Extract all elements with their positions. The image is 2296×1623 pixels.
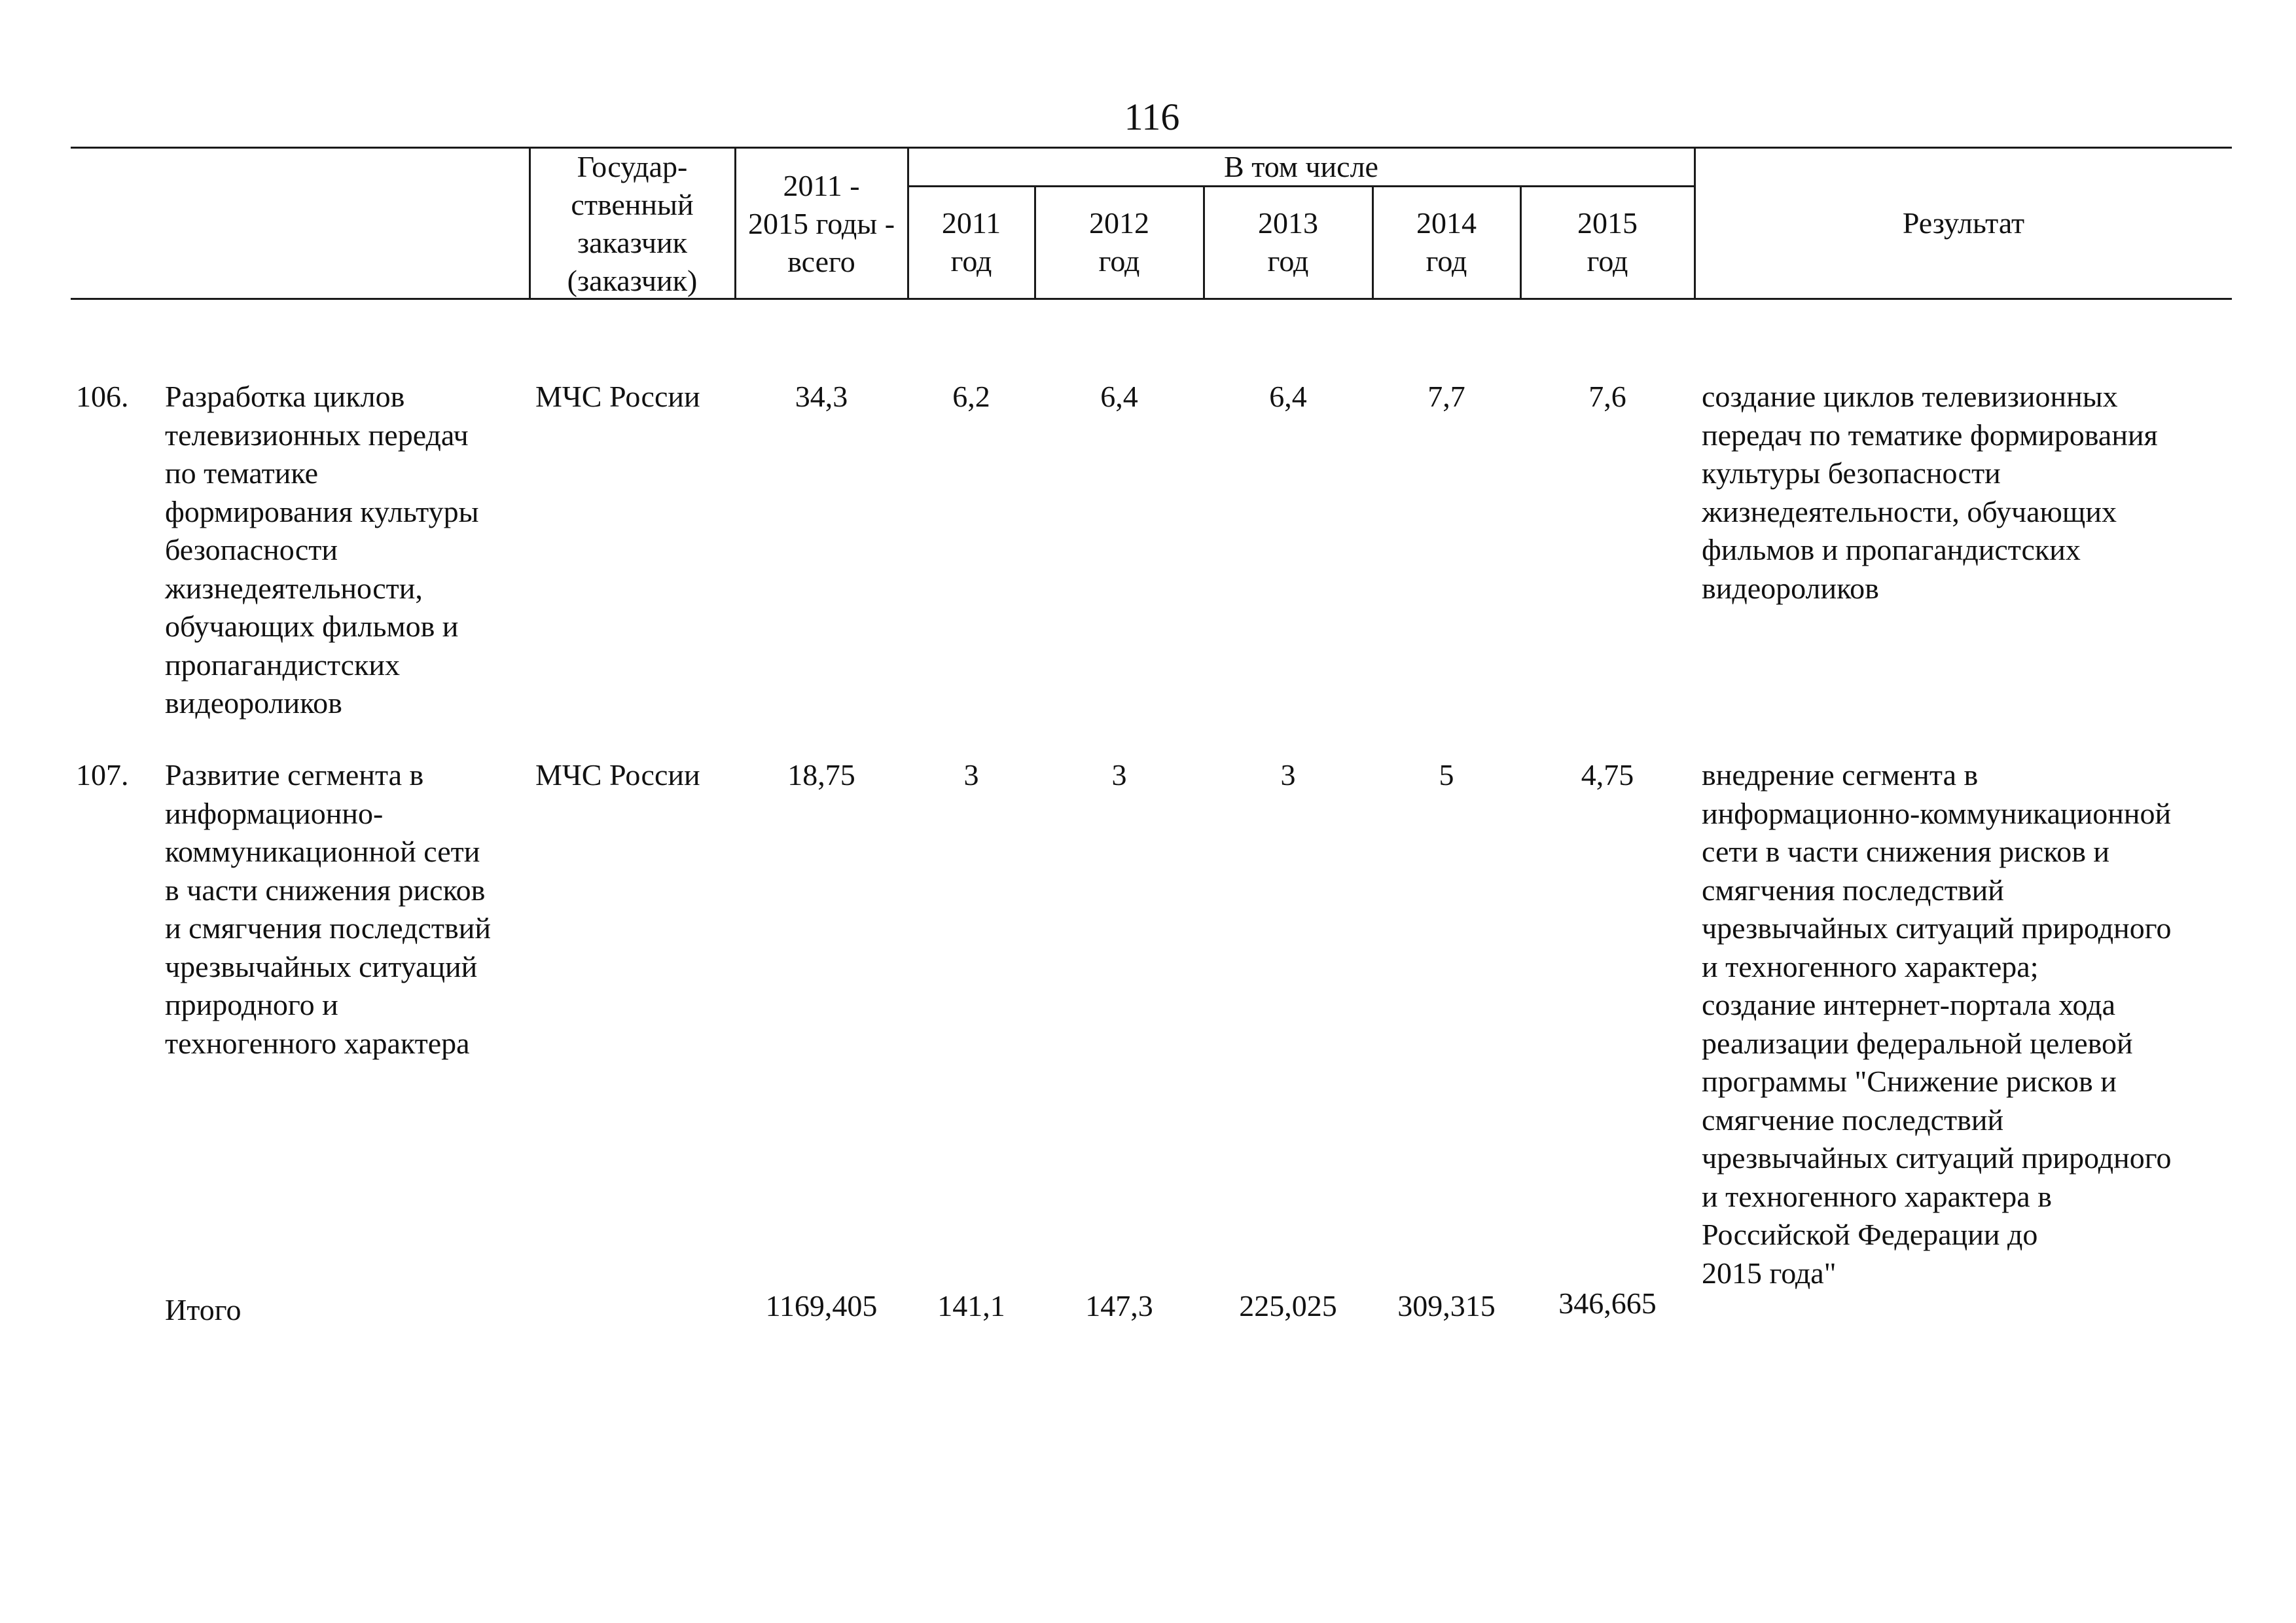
row-107-customer: МЧС России [535, 758, 700, 792]
row-106-total: 34,3 [795, 380, 848, 413]
row-106-2014: 7,7 [1427, 380, 1465, 413]
header-including: В том числе [1224, 150, 1378, 183]
header-year-2014: 2014 год [1416, 206, 1477, 278]
row-106-number: 106. [76, 380, 129, 413]
page-number: 116 [1124, 96, 1180, 138]
row-107-2013: 3 [1280, 758, 1296, 792]
row-106-2015: 7,6 [1588, 380, 1626, 413]
row-107-2014: 5 [1439, 758, 1454, 792]
row-107-2011: 3 [963, 758, 979, 792]
header-year-2013: 2013 год [1258, 206, 1318, 278]
header-year-2015: 2015 год [1577, 206, 1638, 278]
total-row-2011: 141,1 [937, 1289, 1005, 1322]
total-row-2014: 309,315 [1397, 1289, 1496, 1322]
total-row-2015: 346,665 [1558, 1286, 1657, 1320]
total-row-label: Итого [165, 1293, 242, 1326]
header-year-2012: 2012 год [1089, 206, 1149, 278]
row-106-customer: МЧС России [535, 380, 700, 413]
header-customer: Государ- ственный заказчик (заказчик) [567, 150, 698, 297]
total-row-2012: 147,3 [1085, 1289, 1153, 1322]
row-106-result: создание циклов телевизионных передач по тематике формирования культуры безопасности жизнедеятельности, обучающих фильмов и пропагандистских видеороликов [1702, 380, 2158, 605]
row-106-2012: 6,4 [1100, 380, 1138, 413]
row-107-2012: 3 [1111, 758, 1127, 792]
row-107-2015: 4,75 [1581, 758, 1634, 792]
row-107-number: 107. [76, 758, 129, 792]
total-row-total: 1169,405 [765, 1289, 878, 1322]
row-107-name: Развитие сегмента в информационно- коммуникационной сети в части снижения рисков и смягчения последствий чрезвычайных ситуаций природного и техногенного характера [165, 758, 491, 1060]
header-total: 2011 - 2015 годы - всего [747, 169, 895, 278]
row-107-result: внедрение сегмента в информационно-коммуникационной сети в части снижения рисков и смягчения последствий чрезвычайных ситуаций природного и техногенного характера; создание интернет-портала хода реализации федеральной целевой программы "Снижение рисков и смягчение последствий чрезвычайных ситуаций природного и техногенного характера в Российской Федерации до 2015 года" [1702, 758, 2172, 1290]
header-year-2011: 2011 год [941, 206, 1001, 278]
row-106-2011: 6,2 [952, 380, 990, 413]
total-row-2013: 225,025 [1239, 1289, 1337, 1322]
row-106-2013: 6,4 [1269, 380, 1307, 413]
header-bottom-rule [71, 298, 2232, 300]
row-106-name: Разработка циклов телевизионных передач по тематике формирования культуры безопасности жизнедеятельности, обучающих фильмов и пропагандистских видеороликов [165, 380, 479, 720]
row-107-total: 18,75 [787, 758, 855, 792]
header-result: Результат [1902, 206, 2025, 240]
